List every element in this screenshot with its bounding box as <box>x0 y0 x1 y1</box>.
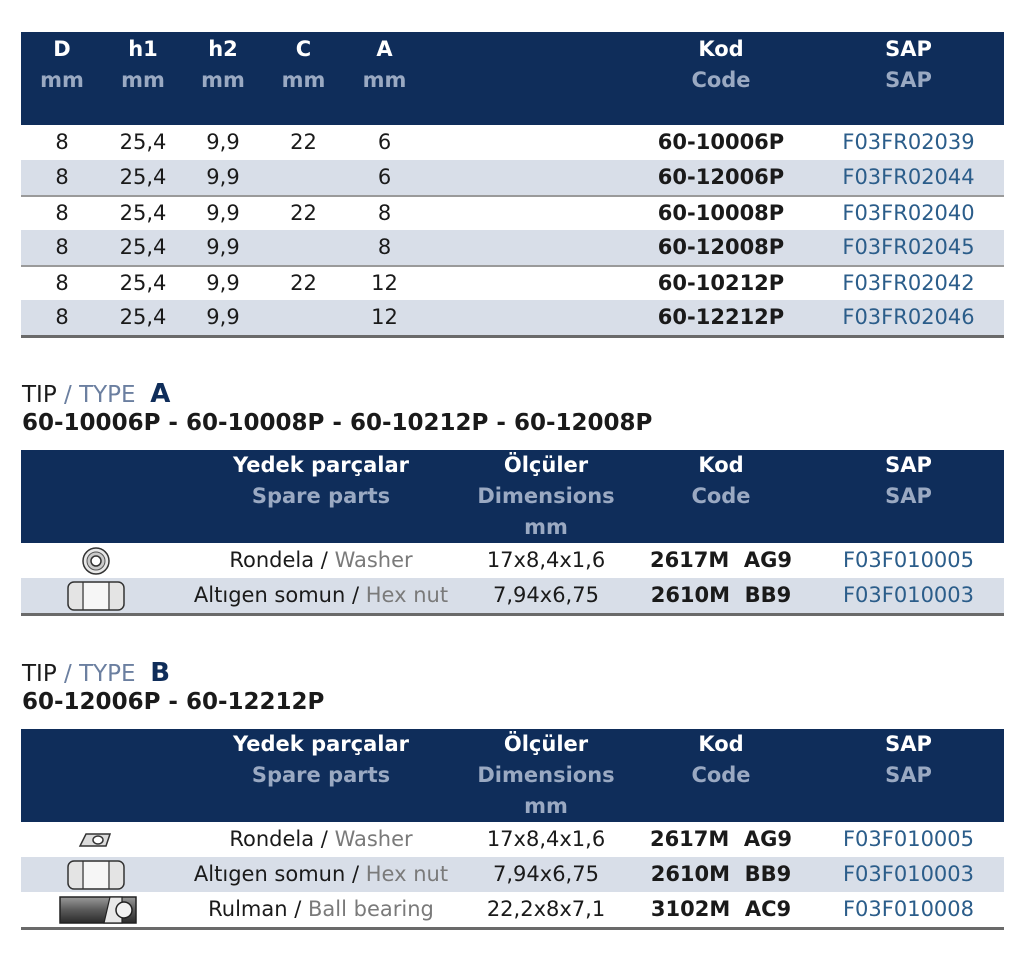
type-b-codes: 60-12006P - 60-12212P <box>22 689 325 715</box>
type-b-parts-table <box>21 729 1004 930</box>
type-b-heading <box>22 658 170 688</box>
cell-h2: 9,9 <box>206 271 240 295</box>
header-dims-tr: Ölçüler <box>503 732 589 756</box>
cell-h1: 25,4 <box>119 201 167 225</box>
table-row <box>21 857 1004 892</box>
type-label: TYPE <box>79 382 136 408</box>
washer-icon <box>61 822 131 857</box>
type-letter: A <box>150 379 171 409</box>
part-name-tr: Rondela <box>229 548 315 572</box>
header-kod-sub: Code <box>691 68 751 92</box>
part-sap: F03F010003 <box>842 862 975 886</box>
header-parts-tr: Yedek parçalar <box>233 453 409 477</box>
header-a-unit: mm <box>362 68 407 92</box>
parts-table-header <box>21 450 1004 543</box>
part-name-tr: Altıgen somun <box>193 862 346 886</box>
part-sap: F03F010003 <box>842 583 975 607</box>
cell-a: 12 <box>371 305 398 329</box>
cell-sap: F03FR02046 <box>842 305 975 329</box>
header-h2-label: h2 <box>208 37 238 61</box>
header-kod <box>631 34 811 96</box>
cell-a: 12 <box>371 271 398 295</box>
cell-d: 8 <box>55 130 69 154</box>
table-row <box>21 892 1004 927</box>
header-sap-en: SAP <box>885 484 932 508</box>
cell-h1: 25,4 <box>119 271 167 295</box>
main-dimensions-table <box>21 32 1004 338</box>
part-kod: 2617M AG9 <box>649 548 793 572</box>
cell-a: 8 <box>377 201 392 225</box>
part-sap: F03F010005 <box>842 827 975 851</box>
header-kod-tr: Kod <box>698 732 744 756</box>
part-name-en: Hex nut <box>365 583 449 607</box>
header-d <box>21 34 103 96</box>
part-kod: 2610M BB9 <box>650 583 792 607</box>
header-kod-en: Code <box>691 484 751 508</box>
cell-sap: F03FR02044 <box>842 165 975 189</box>
header-h1-unit: mm <box>121 68 165 92</box>
cell-h2: 9,9 <box>206 235 240 259</box>
header-parts-tr: Yedek parçalar <box>233 732 409 756</box>
cell-kod: 60-10006P <box>657 130 785 154</box>
part-dims: 22,2x8x7,1 <box>486 897 606 921</box>
part-name-en: Hex nut <box>365 862 449 886</box>
part-kod: 3102M AC9 <box>650 897 792 921</box>
cell-h2: 9,9 <box>206 165 240 189</box>
header-h1-label: h1 <box>128 37 158 61</box>
cell-h1: 25,4 <box>119 305 167 329</box>
header-d-label: D <box>53 37 71 61</box>
part-name-sep: / <box>320 548 328 572</box>
cell-d: 8 <box>55 201 69 225</box>
cell-sap: F03FR02045 <box>842 235 975 259</box>
header-kod <box>631 450 811 512</box>
header-parts <box>191 450 451 512</box>
part-dims: 17x8,4x1,6 <box>486 827 606 851</box>
cell-kod: 60-12212P <box>657 305 785 329</box>
part-name-tr: Rulman <box>208 897 288 921</box>
part-name <box>181 822 461 857</box>
type-label: TYPE <box>79 661 136 687</box>
part-dims: 7,94x6,75 <box>493 583 599 607</box>
washer-icon <box>61 543 131 578</box>
part-name-en: Washer <box>334 548 413 572</box>
header-kod <box>631 729 811 791</box>
part-dims: 17x8,4x1,6 <box>486 548 606 572</box>
part-name <box>181 892 461 927</box>
header-h2-unit: mm <box>201 68 245 92</box>
header-sap-label: SAP <box>885 37 932 61</box>
cell-c: 22 <box>290 130 317 154</box>
ball-bearing-icon <box>49 892 149 927</box>
cell-h2: 9,9 <box>206 305 240 329</box>
table-row <box>21 300 1004 335</box>
cell-h1: 25,4 <box>119 130 167 154</box>
slash-separator: / <box>64 382 72 408</box>
cell-d: 8 <box>55 165 69 189</box>
header-parts-en: Spare parts <box>251 763 391 787</box>
cell-c: 22 <box>290 271 317 295</box>
cell-d: 8 <box>55 271 69 295</box>
header-kod-en: Code <box>691 763 751 787</box>
part-dims: 7,94x6,75 <box>493 862 599 886</box>
header-dims-en: Dimensions <box>477 763 615 787</box>
cell-sap: F03FR02040 <box>842 201 975 225</box>
cell-c: 22 <box>290 201 317 225</box>
part-name-sep: / <box>294 897 302 921</box>
type-letter: B <box>150 658 171 688</box>
header-dims-tr: Ölçüler <box>503 453 589 477</box>
main-table-header <box>21 32 1004 125</box>
part-name-sep: / <box>351 583 360 607</box>
cell-a: 6 <box>377 165 392 189</box>
header-parts-en: Spare parts <box>251 484 391 508</box>
part-name-tr: Altıgen somun <box>193 583 346 607</box>
cell-h1: 25,4 <box>119 165 167 189</box>
hex-nut-icon <box>61 857 131 892</box>
cell-a: 6 <box>377 130 392 154</box>
tip-label: TIP <box>22 382 57 408</box>
table-row <box>21 267 1004 300</box>
cell-kod: 60-10212P <box>657 271 785 295</box>
header-sap-tr: SAP <box>885 453 932 477</box>
header-h2 <box>183 34 263 96</box>
part-name-sep: / <box>320 827 328 851</box>
header-d-unit: mm <box>40 68 84 92</box>
table-bottom-border <box>21 927 1004 930</box>
tip-label: TIP <box>22 661 57 687</box>
header-h1 <box>103 34 183 96</box>
cell-h2: 9,9 <box>206 201 240 225</box>
header-c-label: C <box>295 37 312 61</box>
table-bottom-border <box>21 335 1004 338</box>
cell-kod: 60-12008P <box>657 235 785 259</box>
header-c-unit: mm <box>281 68 326 92</box>
table-row <box>21 230 1004 265</box>
part-name <box>181 578 461 613</box>
slash-separator: / <box>64 661 72 687</box>
header-dims <box>461 450 631 543</box>
part-sap: F03F010008 <box>842 897 975 921</box>
cell-sap: F03FR02039 <box>842 130 975 154</box>
type-a-heading <box>22 379 170 409</box>
cell-h1: 25,4 <box>119 235 167 259</box>
header-dims-unit: mm <box>524 515 568 539</box>
cell-kod: 60-12006P <box>657 165 785 189</box>
header-dims <box>461 729 631 822</box>
parts-table-header <box>21 729 1004 822</box>
header-a-label: A <box>376 37 393 61</box>
part-name-en: Ball bearing <box>308 897 434 921</box>
header-sap-tr: SAP <box>885 732 932 756</box>
header-sap <box>821 729 996 791</box>
header-sap-en: SAP <box>885 763 932 787</box>
type-a-parts-table <box>21 450 1004 616</box>
header-a <box>344 34 425 96</box>
table-row <box>21 125 1004 160</box>
part-sap: F03F010005 <box>842 548 975 572</box>
header-sap <box>821 34 996 96</box>
header-kod-tr: Kod <box>698 453 744 477</box>
header-c <box>263 34 344 96</box>
table-row <box>21 578 1004 613</box>
table-row <box>21 822 1004 857</box>
part-name-sep: / <box>351 862 360 886</box>
table-row <box>21 197 1004 230</box>
cell-h2: 9,9 <box>206 130 240 154</box>
table-bottom-border <box>21 613 1004 616</box>
type-a-codes: 60-10006P - 60-10008P - 60-10212P - 60-12008P <box>22 410 653 436</box>
part-kod: 2617M AG9 <box>649 827 793 851</box>
header-parts <box>191 729 451 791</box>
header-sap <box>821 450 996 512</box>
cell-kod: 60-10008P <box>657 201 785 225</box>
header-kod-label: Kod <box>698 37 744 61</box>
table-row <box>21 543 1004 578</box>
header-dims-unit: mm <box>524 794 568 818</box>
cell-a: 8 <box>377 235 392 259</box>
part-name-tr: Rondela <box>229 827 315 851</box>
cell-sap: F03FR02042 <box>842 271 975 295</box>
part-name <box>181 857 461 892</box>
part-name <box>181 543 461 578</box>
part-kod: 2610M BB9 <box>650 862 792 886</box>
header-dims-en: Dimensions <box>477 484 615 508</box>
cell-d: 8 <box>55 305 69 329</box>
part-name-en: Washer <box>334 827 413 851</box>
table-row <box>21 160 1004 195</box>
cell-d: 8 <box>55 235 69 259</box>
hex-nut-icon <box>61 578 131 613</box>
header-sap-sub: SAP <box>885 68 932 92</box>
